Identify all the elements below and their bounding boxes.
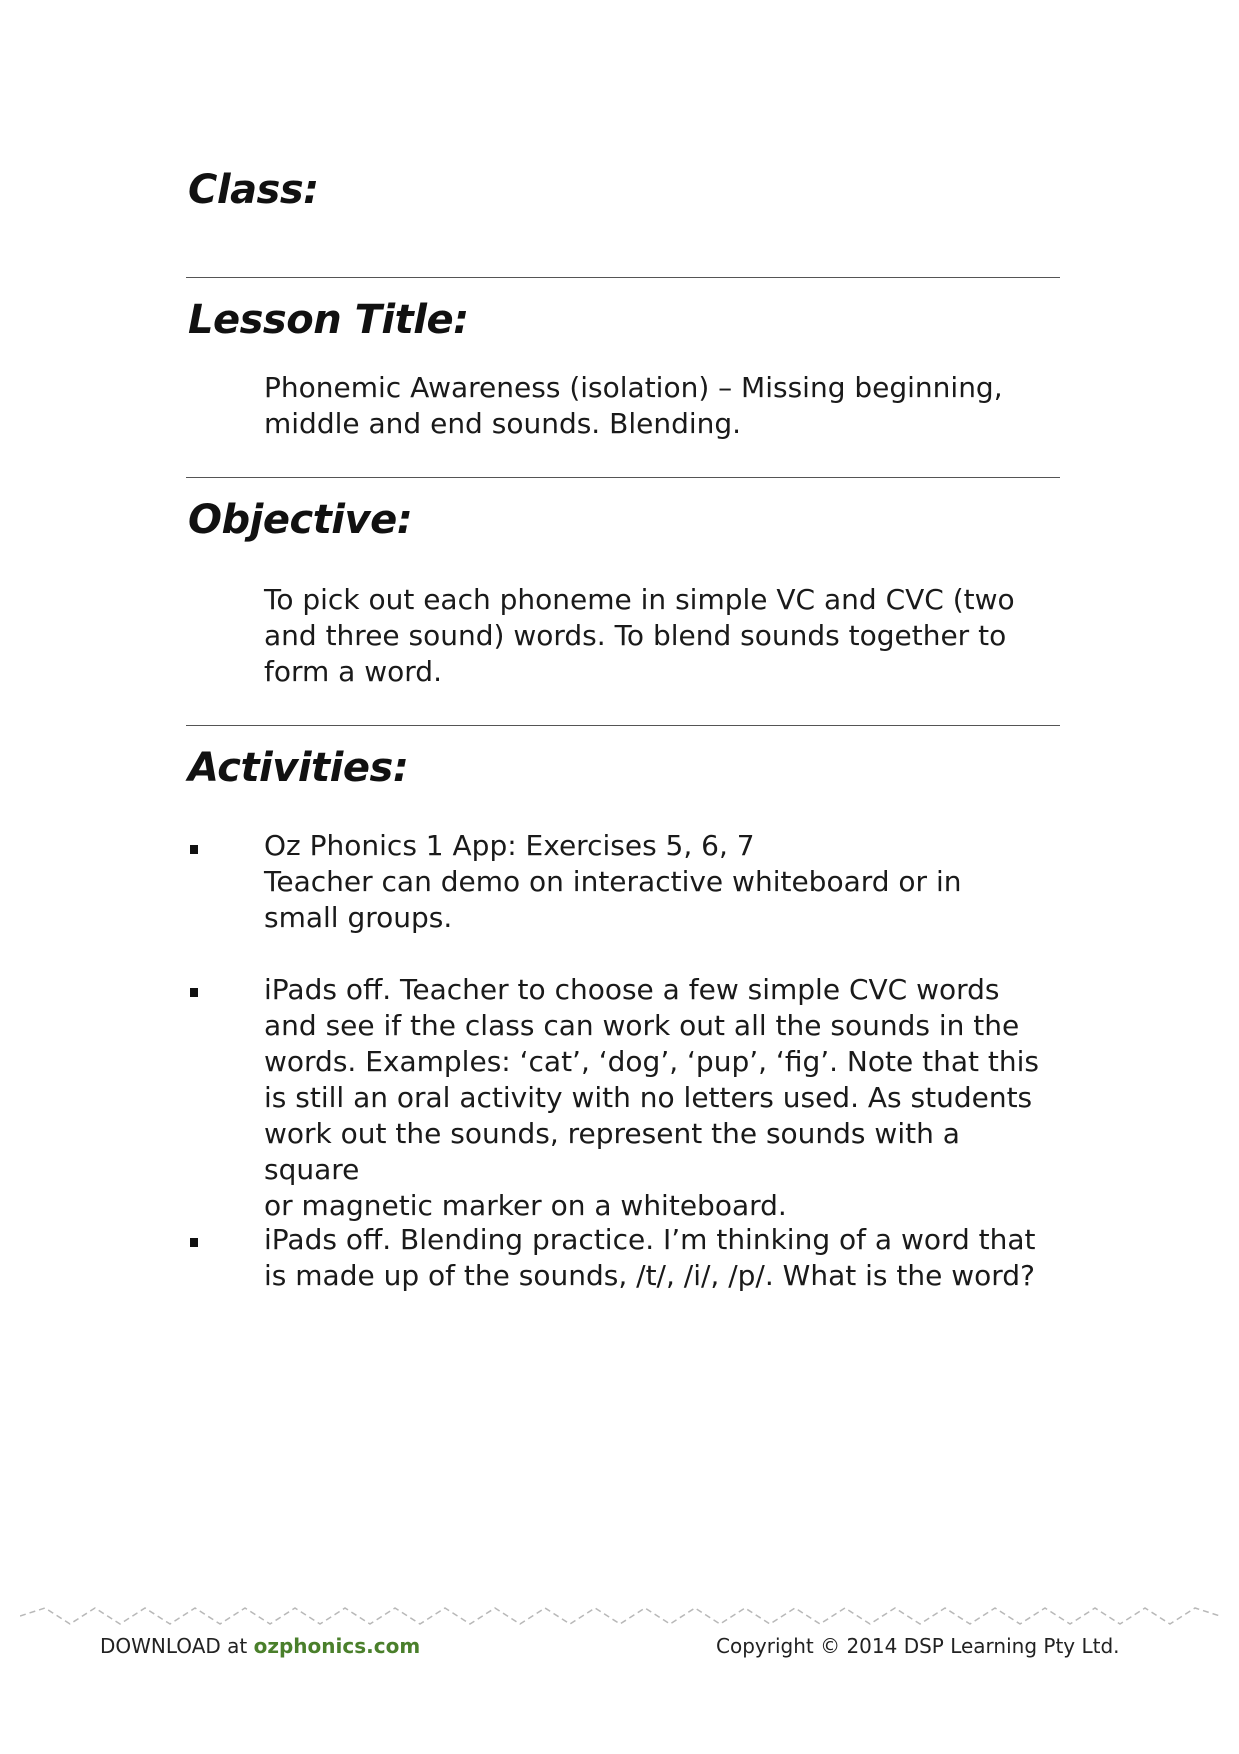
footer-download <box>100 1634 420 1658</box>
activity-item: iPads off. Teacher to choose a few simple CVC words and see if the class can work out all the sounds in the words. Examples: ‘cat’, ‘dog’, ‘pup’, ‘fig’. Note that this is still an oral activity with no letters used. As students work out the sounds, represent the sounds with a square or magnetic marker on a whiteboard. <box>264 973 1039 1222</box>
download-prefix: DOWNLOAD at <box>100 1634 254 1658</box>
class-heading: Class: <box>188 167 319 213</box>
footer-wave-decoration <box>20 1604 1220 1628</box>
copyright-text: Copyright © 2014 DSP Learning Pty Ltd. <box>716 1634 1120 1658</box>
objective-text: To pick out each phoneme in simple VC and CVC (two and three sound) words. To blend sounds together to form a word. <box>264 583 1015 688</box>
activity-item: Oz Phonics 1 App: Exercises 5, 6, 7 Teacher can demo on interactive whiteboard or in small groups. <box>264 829 962 934</box>
objective-heading: Objective: <box>188 497 413 543</box>
lesson-title-text: Phonemic Awareness (isolation) – Missing beginning, middle and end sounds. Blending. <box>264 371 1003 440</box>
bullet-icon <box>190 1238 198 1247</box>
activities-heading: Activities: <box>188 745 409 791</box>
lesson-title-heading: Lesson Title: <box>188 297 469 343</box>
divider <box>186 277 1060 278</box>
divider <box>186 725 1060 726</box>
activity-item: iPads off. Blending practice. I’m thinking of a word that is made up of the sounds, /t/, /i/, /p/. What is the word? <box>264 1223 1036 1292</box>
divider <box>186 477 1060 478</box>
bullet-icon <box>190 988 198 997</box>
bullet-icon <box>190 845 198 854</box>
ozphonics-link[interactable]: ozphonics.com <box>253 1634 421 1658</box>
